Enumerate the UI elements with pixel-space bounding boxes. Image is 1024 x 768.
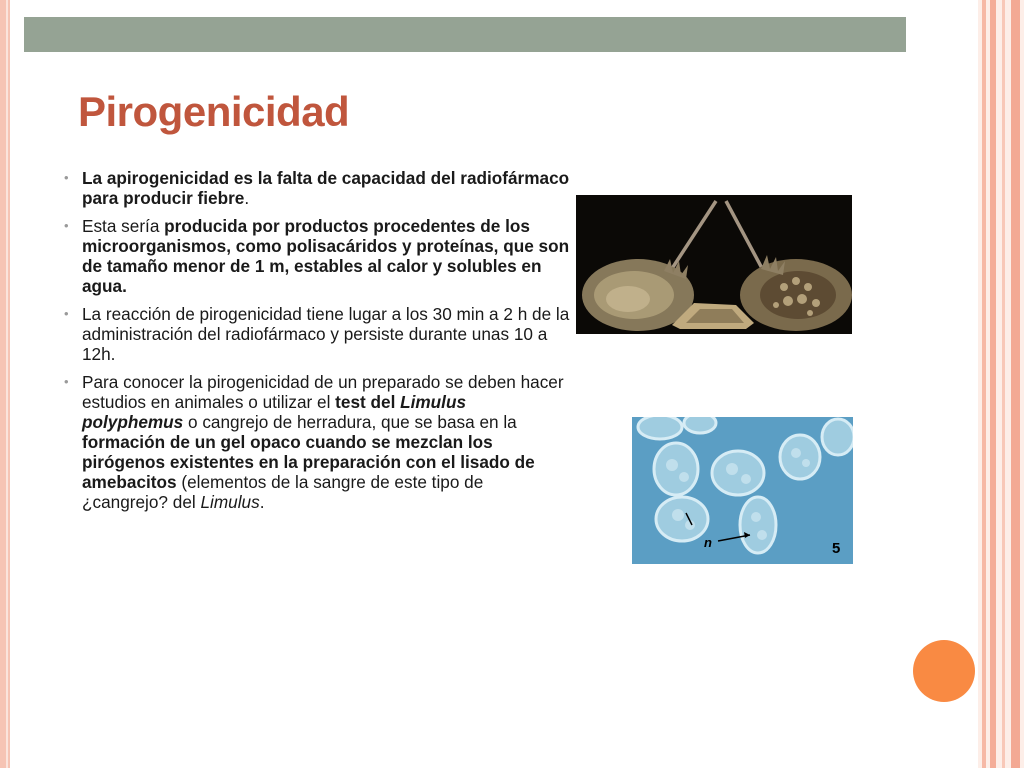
bullet-text — [82, 304, 572, 364]
bullet-segment: . — [259, 492, 265, 512]
bullet-segment: La apirogenicidad es la falta de capacidad del radiofármaco para producir fiebre — [82, 168, 570, 208]
orange-accent-circle — [913, 640, 975, 702]
bullet-text — [82, 168, 572, 208]
bullet-dot-icon: • — [64, 170, 69, 185]
bullet-item — [62, 168, 572, 208]
bullet-dot-icon: • — [64, 374, 69, 389]
bullet-segment: La reacción de pirogenicidad tiene lugar a los 30 min a 2 h de la administración del radiofármaco y persiste durante unas 10 a 12h. — [82, 304, 570, 364]
decorative-stripes — [978, 0, 1024, 768]
horseshoe-crab-photo — [576, 195, 852, 334]
bullet-item — [62, 372, 572, 512]
slide-title: Pirogenicidad — [78, 88, 350, 135]
bullet-segment: Para conocer la pirogenicidad de un preparado se deben hacer estudios en animales o utilizar el — [82, 372, 564, 412]
bullet-segment: formación de un gel opaco cuando se mezclan los pirógenos existentes en la preparación con el lisado de amebacitos — [82, 432, 535, 492]
bullet-list — [62, 168, 572, 520]
bullet-dot-icon: • — [64, 306, 69, 321]
amebocyte-cells-photo — [632, 417, 853, 564]
bullet-dot-icon: • — [64, 218, 69, 233]
bullet-segment: Limulus polyphemus — [82, 392, 467, 432]
bullet-segment: . — [244, 188, 250, 208]
bullet-segment: Esta sería — [82, 216, 165, 236]
bullet-segment: Limulus — [200, 492, 260, 512]
title-bar — [24, 17, 906, 52]
bullet-text — [82, 216, 572, 296]
cells-label-n: n — [704, 535, 712, 550]
bullet-segment: test del — [335, 392, 401, 412]
bullet-text — [82, 372, 572, 512]
bullet-segment: o cangrejo de herradura, que se basa en la — [183, 412, 517, 432]
slide-left-border — [0, 0, 10, 768]
cells-label-number: 5 — [832, 540, 841, 557]
bullet-item — [62, 216, 572, 296]
bullet-segment: (elementos de la sangre de este tipo de ¿cangrejo? del — [82, 472, 484, 512]
bullet-segment: producida por productos procedentes de los microorganismos, como polisacáridos y proteínas, que son de tamaño menor de 1 m, estables al calor y solubles en agua. — [82, 216, 570, 296]
bullet-item — [62, 304, 572, 364]
